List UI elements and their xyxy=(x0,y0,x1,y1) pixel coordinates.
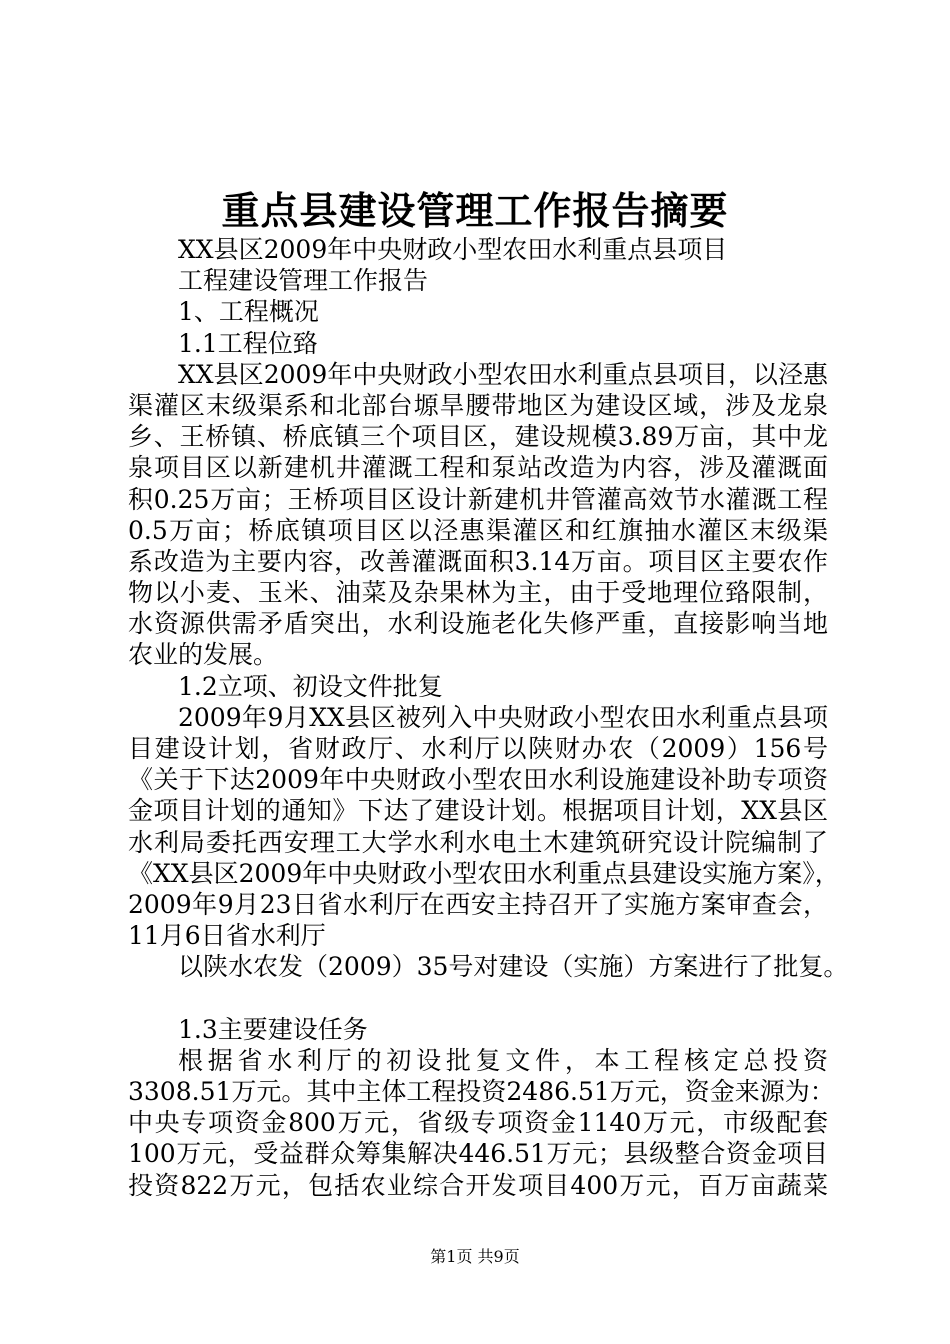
paragraph-line: 1.3主要建设任务 xyxy=(178,1014,368,1044)
paragraph-line: 水资源供需矛盾突出，水利设施老化失修严重，直接影响当地 xyxy=(128,609,828,639)
paragraph-line: 中央专项资金800万元，省级专项资金1140万元，市级配套 xyxy=(128,1108,828,1138)
blank-line xyxy=(128,983,828,1014)
paragraph-line: 目建设计划，省财政厅、水利厅以陕财办农（2009）156号 xyxy=(128,734,828,763)
paragraph-line: 金项目计划的通知》下达了建设计划。根据项目计划，XX县区 xyxy=(128,796,828,826)
paragraph-line: 1、工程概况 xyxy=(178,297,319,327)
paragraph-line: 乡、王桥镇、桥底镇三个项目区，建设规模3.89万亩，其中龙 xyxy=(128,422,828,452)
paragraph-line: 《关于下达2009年中央财政小型农田水利设施建设补助专项资 xyxy=(128,765,828,795)
document-title: 重点县建设管理工作报告摘要 xyxy=(221,188,729,233)
paragraph-line: 根据省水利厅的初设批复文件，本工程核定总投资 xyxy=(178,1045,828,1075)
paragraph-line: 11月6日省水利厅 xyxy=(128,921,326,951)
paragraph-line: 3308.51万元。其中主体工程投资2486.51万元，资金来源为： xyxy=(128,1077,835,1107)
paragraph-line: 投资822万元，包括农业综合开发项目400万元，百万亩蔬菜 xyxy=(128,1170,828,1200)
paragraph-line: XX县区2009年中央财政小型农田水利重点县项目，以泾惠 xyxy=(178,359,828,389)
paragraph-line: XX县区2009年中央财政小型农田水利重点县项目 xyxy=(178,235,728,264)
paragraph-line: 农业的发展。 xyxy=(128,640,279,670)
paragraph-line: 1.1工程位臵 xyxy=(178,328,318,358)
paragraph-line: 水利局委托西安理工大学水利水电土木建筑研究设计院编制了 xyxy=(128,827,828,857)
paragraph-line: 泉项目区以新建机井灌溉工程和泵站改造为内容，涉及灌溉面 xyxy=(128,453,828,483)
paragraph-line: 2009年9月23日省水利厅在西安主持召开了实施方案审查会， xyxy=(128,889,828,919)
paragraph-line: 积0.25万亩；王桥项目区设计新建机井管灌高效节水灌溉工程 xyxy=(128,484,828,514)
paragraph-line: 100万元，受益群众筹集解决446.51万元；县级整合资金项目 xyxy=(128,1139,828,1169)
paragraph-line: 物以小麦、玉米、油菜及杂果林为主，由于受地理位臵限制， xyxy=(128,578,828,608)
paragraph-line: 《XX县区2009年中央财政小型农田水利重点县建设实施方案》， xyxy=(128,858,840,888)
paragraph-line: 1.2立项、初设文件批复 xyxy=(178,671,443,701)
paragraph-line: 系改造为主要内容，改善灌溉面积3.14万亩。项目区主要农作 xyxy=(128,546,828,576)
paragraph-line: 工程建设管理工作报告 xyxy=(178,266,429,296)
document-body xyxy=(128,234,849,1201)
paragraph-line: 0.5万亩；桥底镇项目区以泾惠渠灌区和红旗抽水灌区末级渠 xyxy=(128,515,828,545)
paragraph-line: 渠灌区末级渠系和北部台塬旱腰带地区为建设区域，涉及龙泉 xyxy=(128,390,828,420)
paragraph-line: 2009年9月XX县区被列入中央财政小型农田水利重点县项 xyxy=(178,702,828,732)
paragraph-line: 以陕水农发（2009）35号对建设（实施）方案进行了批复。 xyxy=(178,952,849,982)
page-number: 第1页 共9页 xyxy=(430,1247,520,1266)
